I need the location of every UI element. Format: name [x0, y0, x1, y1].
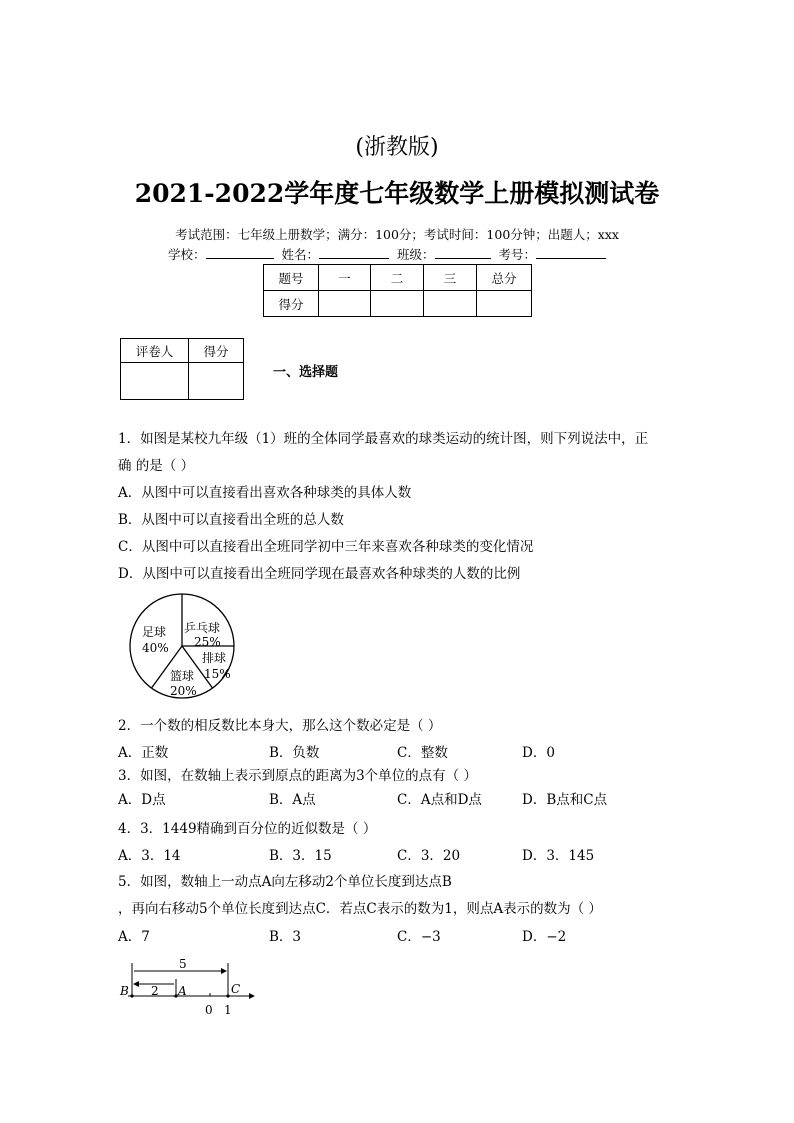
grader-row [121, 363, 244, 400]
pie-value-pingpong: 25% [194, 635, 221, 649]
score-header-cell: 二 [371, 265, 424, 291]
question-3-option-b[interactable]: B．A点 [269, 792, 316, 808]
question-5-stem-line1: 5．如图，数轴上一动点A向左移动2个单位长度到达点B [118, 874, 452, 890]
score-row-label: 得分 [264, 291, 319, 317]
pie-label-pingpong: 乒乓球 [184, 621, 221, 635]
question-5-option-b[interactable]: B．3 [269, 929, 302, 945]
pie-label-volleyball: 排球 [202, 651, 227, 665]
question-4-stem: 4．3．1449精确到百分位的近似数是（ ） [118, 821, 377, 837]
question-4-option-c[interactable]: C．3．20 [397, 848, 461, 864]
point-b-label: B [120, 984, 129, 998]
field-name-label: 姓名： [281, 247, 320, 262]
question-2-stem: 2．一个数的相反数比本身大，那么这个数必定是（ ） [118, 718, 442, 734]
number-blank[interactable] [536, 246, 606, 259]
question-5-option-d[interactable]: D．−2 [522, 929, 567, 945]
question-3-option-c[interactable]: C．A点和D点 [397, 792, 482, 808]
question-5-option-c[interactable]: C．−3 [397, 929, 441, 945]
score-header-row [264, 265, 532, 291]
question-1-option-a[interactable]: A．从图中可以直接看出喜欢各种球类的具体人数 [118, 485, 412, 501]
question-1-option-c[interactable]: C．从图中可以直接看出全班同学初中三年来喜欢各种球类的变化情况 [118, 539, 534, 555]
score-cell[interactable] [424, 291, 477, 317]
question-3-option-d[interactable]: D．B点和C点 [522, 792, 608, 808]
score-table [263, 264, 532, 317]
exam-title: 2021-2022学年度七年级数学上册模拟测试卷 [134, 179, 660, 208]
number-line-figure [118, 955, 260, 1020]
grader-header-cell: 评卷人 [121, 339, 189, 363]
question-4-option-d[interactable]: D．3．145 [522, 848, 595, 864]
grader-table [120, 338, 244, 400]
question-1-stem-line1: 1．如图是某校九年级（1）班的全体同学最喜欢的球类运动的统计图，则下列说法中，正 [118, 431, 649, 447]
field-school-label: 学校： [168, 247, 206, 262]
score-header-cell: 总分 [477, 265, 532, 291]
score-header-cell: 题号 [264, 265, 319, 291]
ball-sports-pie-chart [120, 590, 250, 705]
edition-label: (浙教版) [355, 135, 439, 160]
distance-2-label: 2 [151, 984, 159, 998]
point-a-label: A [178, 984, 187, 998]
pie-label-basketball: 篮球 [170, 669, 195, 683]
distance-5-label: 5 [179, 957, 187, 971]
grader-cell[interactable] [121, 363, 189, 400]
field-number-label: 考号： [498, 247, 537, 262]
question-2-option-d[interactable]: D．0 [522, 745, 555, 761]
pie-value-basketball: 20% [170, 684, 197, 698]
question-2-option-b[interactable]: B．负数 [269, 745, 320, 761]
tick-1-label: 1 [224, 1003, 232, 1017]
class-blank[interactable] [435, 246, 491, 259]
question-1-option-d[interactable]: D．从图中可以直接看出全班同学现在最喜欢各种球类的人数的比例 [118, 566, 521, 582]
question-5-stem-line2: ，再向右移动5个单位长度到达点C．若点C表示的数为1，则点A表示的数为（ ） [118, 901, 602, 917]
score-cell[interactable] [319, 291, 371, 317]
section-title: 一、选择题 [273, 365, 339, 380]
question-3-stem: 3．如图，在数轴上表示到原点的距离为3个单位的点有（ ） [118, 768, 477, 784]
question-4-option-a[interactable]: A．3．14 [118, 848, 181, 864]
student-fields [168, 245, 606, 263]
point-c-label: C [231, 982, 241, 996]
pie-label-football: 足球 [142, 625, 167, 639]
question-1-stem-line2: 确 的是（ ） [118, 458, 195, 474]
score-header-cell: 一 [319, 265, 371, 291]
grader-header-row [121, 339, 244, 363]
school-blank[interactable] [206, 246, 274, 259]
point-b-dot [130, 994, 133, 997]
question-2-option-a[interactable]: A．正数 [118, 745, 169, 761]
point-c-dot [226, 994, 229, 997]
score-row [264, 291, 532, 317]
score-cell[interactable] [371, 291, 424, 317]
name-blank[interactable] [319, 246, 389, 259]
grader-header-cell: 得分 [189, 339, 244, 363]
pie-value-football: 40% [142, 641, 169, 655]
exam-info: 考试范围：七年级上册数学；满分：100分；考试时间：100分钟；出题人；xxx [175, 227, 619, 242]
question-3-option-a[interactable]: A．D点 [118, 792, 166, 808]
question-1-option-b[interactable]: B．从图中可以直接看出全班的总人数 [118, 512, 344, 528]
question-5-option-a[interactable]: A．7 [118, 929, 150, 945]
grader-cell[interactable] [189, 363, 244, 400]
tick-0-label: 0 [205, 1003, 213, 1017]
question-4-option-b[interactable]: B．3．15 [269, 848, 332, 864]
score-cell[interactable] [477, 291, 532, 317]
field-class-label: 班级： [397, 247, 435, 262]
pie-value-volleyball: 15% [204, 667, 231, 681]
question-2-option-c[interactable]: C．整数 [397, 745, 448, 761]
score-header-cell: 三 [424, 265, 477, 291]
